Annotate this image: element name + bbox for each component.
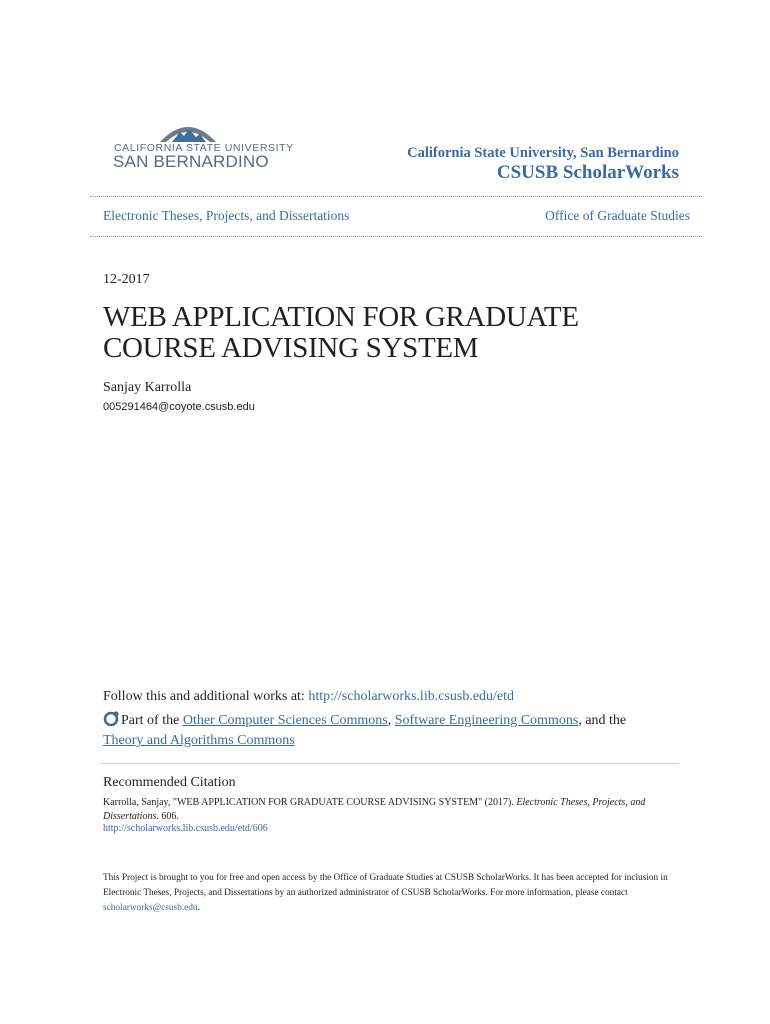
mountain-logo-icon xyxy=(158,118,218,144)
author-email: 005291464@coyote.csusb.edu xyxy=(103,401,255,413)
commons-link-other-cs[interactable]: Other Computer Sciences Commons xyxy=(182,713,388,728)
access-notice xyxy=(103,871,683,916)
notice-end: . xyxy=(197,903,200,913)
author-name: Sanjay Karrolla xyxy=(103,380,192,395)
citation-plain: Karrolla, Sanjay, "WEB APPLICATION FOR GRADUATE COURSE ADVISING SYSTEM" (2017). xyxy=(103,797,517,808)
commons-separator-2: , and the xyxy=(578,713,627,728)
notice-text: This Project is brought to you for free and open access by the Office of Graduate Studies at CSUSB ScholarWorks. It has been accepted for inclusion in Electronic Theses, Projects, and Dissertations by an authorized administrator of CSUSB ScholarWorks. For more information, please contact xyxy=(103,873,668,898)
section-divider xyxy=(100,763,679,764)
collection-link[interactable]: Electronic Theses, Projects, and Dissertations xyxy=(103,208,350,223)
bepress-commons-icon xyxy=(103,711,120,726)
part-of-line xyxy=(103,711,703,751)
header-divider-bottom xyxy=(90,236,702,237)
citation-end: . 606. xyxy=(156,811,179,822)
repository-link[interactable]: CSUSB ScholarWorks xyxy=(496,162,679,183)
commons-link-software-eng[interactable]: Software Engineering Commons xyxy=(394,713,579,728)
follow-line xyxy=(103,689,514,705)
citation-italic: Electronic Theses, Projects, and Dissertations xyxy=(103,797,646,822)
citation-url-link[interactable]: http://scholarworks.lib.csusb.edu/etd/606 xyxy=(103,823,268,834)
follow-prefix: Follow this and additional works at: xyxy=(103,689,309,704)
document-title: WEB APPLICATION FOR GRADUATE COURSE ADVISING SYSTEM xyxy=(103,301,579,364)
commons-separator-1: , xyxy=(387,713,395,728)
logo-line1: CALIFORNIA STATE UNIVERSITY xyxy=(114,142,294,154)
contact-email-link[interactable]: scholarworks@csusb.edu xyxy=(103,903,198,913)
institution-link[interactable]: California State University, San Bernardino xyxy=(407,145,679,161)
citation-text xyxy=(103,796,683,824)
department-link[interactable]: Office of Graduate Studies xyxy=(545,208,690,223)
citation-heading: Recommended Citation xyxy=(103,775,236,790)
follow-url-link[interactable]: http://scholarworks.lib.csusb.edu/etd xyxy=(308,689,515,704)
university-logo xyxy=(110,118,294,178)
logo-line2: SAN BERNARDINO xyxy=(113,152,269,171)
header-divider-top xyxy=(90,196,702,197)
part-of-prefix: Part of the xyxy=(121,713,183,728)
commons-link-theory-algorithms[interactable]: Theory and Algorithms Commons xyxy=(103,733,295,748)
publication-date: 12-2017 xyxy=(103,272,150,287)
